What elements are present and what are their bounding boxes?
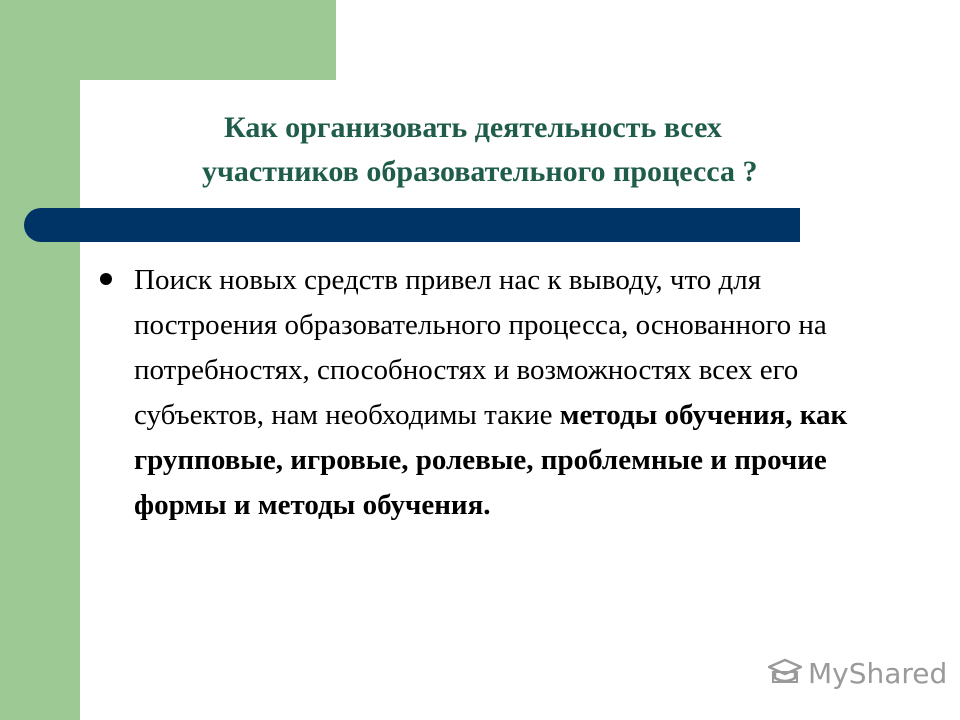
bullet-text — [134, 258, 880, 528]
left-green-band — [0, 0, 80, 720]
slide-body — [100, 258, 880, 528]
rounded-corner — [80, 80, 140, 140]
bullet-text-bold: методы обучения, как групповые, игровые, ролевые, проблемные и прочие формы и методы обучения. — [134, 399, 848, 521]
title-divider-bar — [24, 208, 800, 242]
bullet-icon — [100, 273, 112, 285]
bullet-text-normal: Поиск новых средств привел нас к выводу, что для построения образовательного процесса, основанного на потребностях, способностях и возможностях всех его субъектов, нам необходимы такие — [134, 264, 827, 431]
watermark — [768, 655, 947, 691]
slide-title-line-1: Как организовать деятельность всех — [224, 111, 722, 144]
mortarboard-icon — [768, 658, 802, 688]
top-green-band — [0, 0, 336, 80]
slide-title-line-2: участников образовательного процесса ? — [202, 155, 758, 188]
slide-title — [192, 106, 932, 194]
watermark-text: MyShared — [808, 656, 948, 690]
